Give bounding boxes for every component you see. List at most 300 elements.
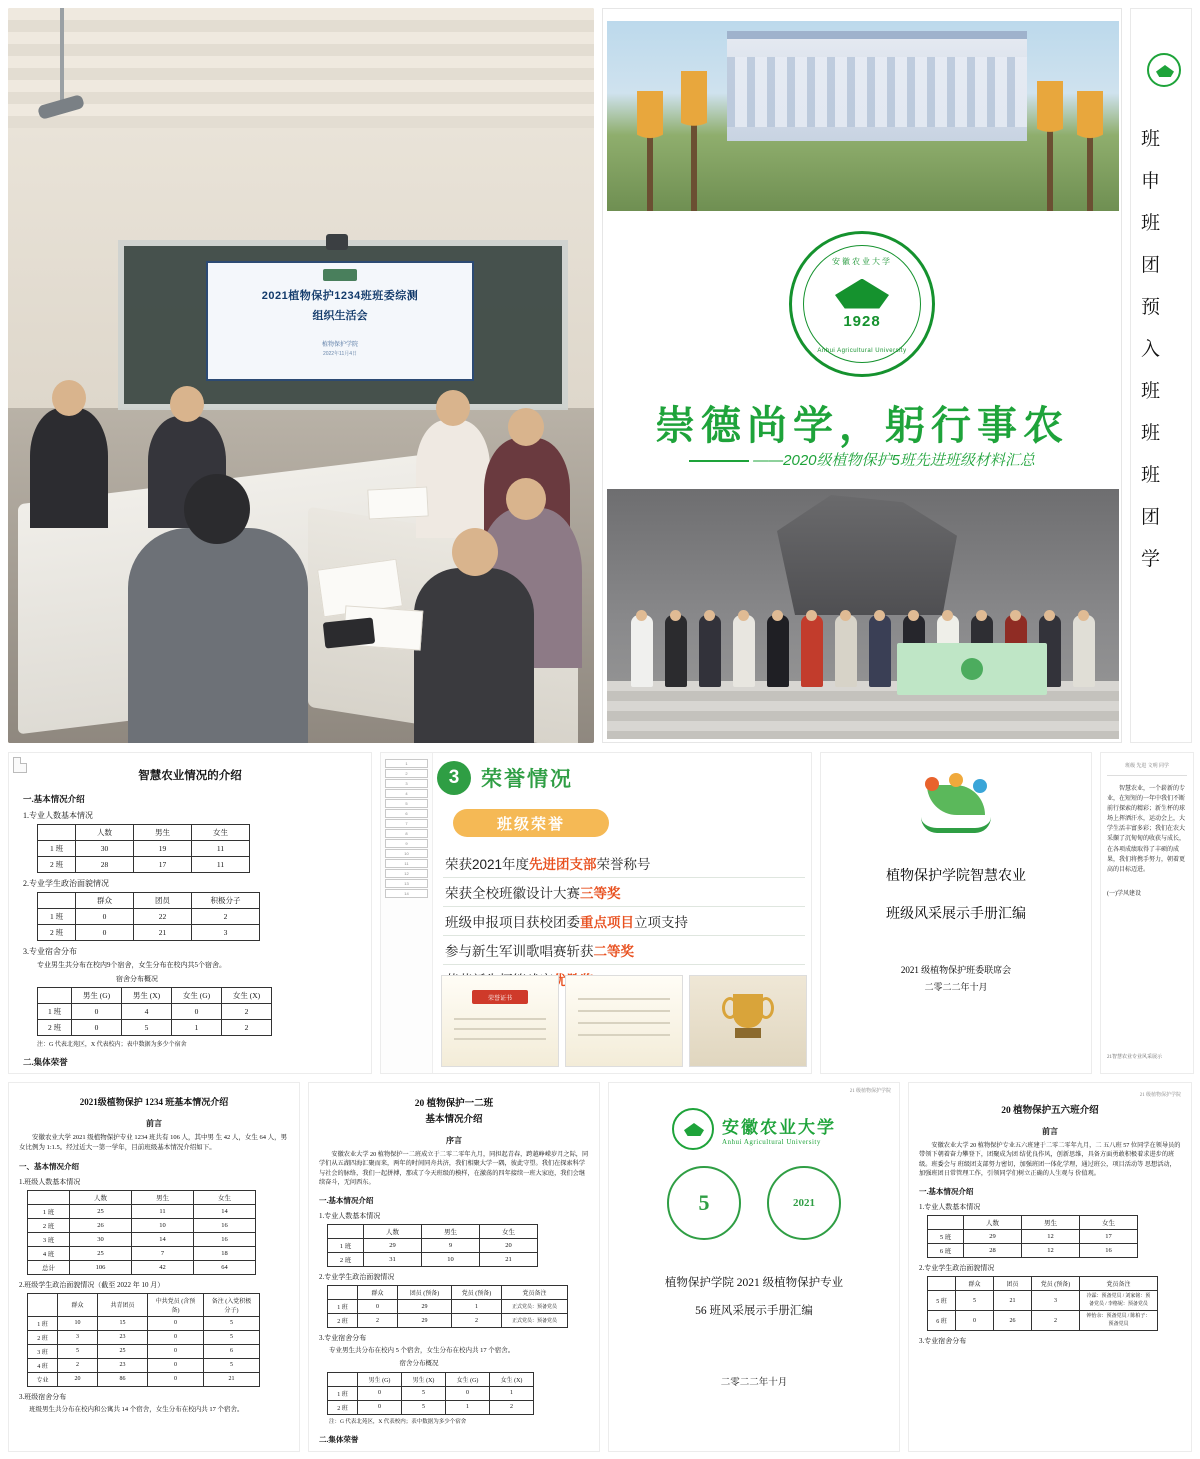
subsection-heading: 3.班级宿舍分布 xyxy=(19,1392,67,1401)
cell: 0 xyxy=(72,1020,122,1036)
slide-thumbnail[interactable]: 13 xyxy=(385,879,428,888)
cell: 31 xyxy=(364,1253,422,1267)
col-head: 女生 (G) xyxy=(446,1372,490,1386)
cell: 5 xyxy=(402,1386,446,1400)
cell: 0 xyxy=(76,909,134,925)
cell: 21 xyxy=(204,1372,260,1386)
cell: 64 xyxy=(194,1260,256,1274)
cell: 28 xyxy=(76,857,134,873)
table-row xyxy=(28,1316,260,1330)
page-header: 班级 先进 文明 同学 xyxy=(1107,763,1187,776)
certificate-photo-1 xyxy=(441,975,559,1067)
trophy-photo xyxy=(689,975,807,1067)
student-head xyxy=(908,610,919,621)
cell: 12 xyxy=(1022,1244,1080,1258)
col-head: 群众 xyxy=(956,1277,994,1291)
dorm-note: 专业男生共分布在校内9个宿舍，女生分布在校内共5个宿舍。 xyxy=(37,961,226,969)
university-logo-icon xyxy=(323,269,357,281)
honor-pre: 荣获全校班徽设计大赛 xyxy=(445,886,580,901)
cell: 4 班 xyxy=(28,1358,58,1372)
cell: 5 xyxy=(956,1291,994,1311)
seal-cn-text: 安徽农业大学 xyxy=(832,257,892,266)
table-row xyxy=(328,1400,534,1414)
table-political-status xyxy=(37,892,260,941)
cell: 106 xyxy=(70,1260,132,1274)
col-head: 男生 xyxy=(132,1190,194,1204)
table-row xyxy=(928,1230,1138,1244)
attendee-head xyxy=(184,474,250,544)
cell: 16 xyxy=(194,1218,256,1232)
honor-item xyxy=(443,878,805,907)
slide-thumbnail[interactable]: 10 xyxy=(385,849,428,858)
col-head: 女生 (G) xyxy=(172,988,222,1004)
attendee-head xyxy=(436,390,470,426)
cover-handbook-smart-agri xyxy=(820,752,1092,1074)
section-number-badge: 3 xyxy=(437,761,471,795)
table-header-row xyxy=(328,1286,568,1300)
honor-emphasis: 先进团支部 xyxy=(529,857,597,872)
page-title-line1: 20 植物保护一二班 xyxy=(414,1099,494,1109)
cover-subtitle xyxy=(603,449,1121,470)
sliver-line: 班 xyxy=(1141,129,1161,150)
table-header-row xyxy=(38,988,272,1004)
honor-photo-row xyxy=(441,975,807,1067)
cover-motto: 崇德尚学，躬行事农 xyxy=(655,403,1069,448)
cell: 23 xyxy=(98,1358,148,1372)
class-badges xyxy=(609,1166,899,1240)
cell: 10 xyxy=(132,1218,194,1232)
cell: 专业 xyxy=(28,1372,58,1386)
cell: 正式党员：预备党员 xyxy=(502,1300,568,1314)
attendee-foreground xyxy=(128,528,308,743)
table-student-counts xyxy=(37,824,250,873)
projector-slide xyxy=(206,261,474,381)
cell: 1 班 xyxy=(328,1239,364,1253)
col-head: 党员备注 xyxy=(502,1286,568,1300)
student xyxy=(869,615,891,687)
cell: 2 xyxy=(192,909,260,925)
sliver-line: 申 xyxy=(1141,171,1161,192)
slide-thumbnail[interactable]: 8 xyxy=(385,829,428,838)
handbook-line2: 班级风采展示手册汇编 xyxy=(886,907,1026,922)
cell: 0 xyxy=(148,1358,204,1372)
table-row xyxy=(28,1218,256,1232)
cell: 正式党员：预备党员 xyxy=(502,1314,568,1328)
cell: 30 xyxy=(76,841,134,857)
cell: 5 xyxy=(58,1344,98,1358)
cover-line2: 56 班风采展示手册汇编 xyxy=(695,1305,813,1317)
cell: 10 xyxy=(422,1253,480,1267)
cell: 1 班 xyxy=(28,1204,70,1218)
student-head xyxy=(738,610,749,621)
col-head: 团员 (预备) xyxy=(398,1286,452,1300)
table-political-status xyxy=(327,1285,568,1328)
subsection-heading: 2.班级学生政治面貌情况（截至 2022 年 10 月） xyxy=(19,1280,165,1289)
cell: 2 班 xyxy=(28,1330,58,1344)
table-row xyxy=(28,1232,256,1246)
student xyxy=(1073,615,1095,687)
campus-building xyxy=(727,31,1027,141)
preface-text: 安徽农业大学 2021 级植物保护专业 1234 班共有 106 人，其中男 生 42 人，女生 64 人，男女比例为 1:1.5。经过近大一第一学年，目前班级基本情况介绍如下。 xyxy=(19,1134,288,1151)
col-head xyxy=(38,825,76,841)
cell: 21 xyxy=(994,1291,1032,1311)
cell: 3 xyxy=(1032,1291,1080,1311)
table-row xyxy=(38,857,250,873)
table-row xyxy=(928,1244,1138,1258)
slide-thumbnail[interactable]: 2 xyxy=(385,769,428,778)
student xyxy=(733,615,755,687)
seal-year: 1928 xyxy=(843,312,881,330)
cell: 2 xyxy=(452,1314,502,1328)
slide-thumbnail[interactable]: 3 xyxy=(385,779,428,788)
cell: 26 xyxy=(70,1218,132,1232)
subsection-heading: 3.专业宿舍分布 xyxy=(23,947,77,956)
table-header-row xyxy=(38,893,260,909)
cell: 20 xyxy=(480,1239,538,1253)
campus-photo xyxy=(607,21,1119,211)
cell: 5 xyxy=(204,1316,260,1330)
cell: 1 xyxy=(452,1300,502,1314)
table-row xyxy=(38,909,260,925)
cover-handbook-class-56 xyxy=(608,1082,900,1452)
col-head: 共青团员 xyxy=(98,1293,148,1316)
trophy-base xyxy=(735,1028,761,1038)
table-row xyxy=(928,1311,1158,1331)
table-row xyxy=(38,1004,272,1020)
attendee-head xyxy=(508,408,544,446)
slide-date: 2022年11月4日 xyxy=(322,351,358,357)
document-right-text xyxy=(1100,752,1194,1074)
table-row xyxy=(38,841,250,857)
cell: 16 xyxy=(1080,1244,1138,1258)
badge-number: 5 xyxy=(698,1190,710,1215)
tree xyxy=(1037,81,1063,211)
slide-thumbnail[interactable]: 1 xyxy=(385,759,428,768)
preface-heading: 前言 xyxy=(1042,1127,1058,1136)
student-head xyxy=(874,610,885,621)
sliver-line: 班 xyxy=(1141,423,1161,444)
slide-thumbnail-strip[interactable] xyxy=(381,753,433,1073)
table-header-row xyxy=(38,825,250,841)
cell: 1 班 xyxy=(328,1386,358,1400)
cell: 0 xyxy=(446,1386,490,1400)
col-head: 人数 xyxy=(964,1216,1022,1230)
subsection-heading: 3.专业宿舍分布 xyxy=(919,1337,967,1346)
col-head: 男生 (G) xyxy=(358,1372,402,1386)
cell: 21 xyxy=(134,925,192,941)
col-head: 人数 xyxy=(76,825,134,841)
cell: 1 班 xyxy=(28,1316,58,1330)
dorm-note: 专业男生共分布在校内 5 个宿舍，女生分布在校内共 17 个宿舍。 xyxy=(329,1347,515,1355)
honor-emphasis: 三等奖 xyxy=(580,886,621,901)
cell: 29 xyxy=(964,1230,1022,1244)
cell: 25 xyxy=(70,1204,132,1218)
col-head: 女生 xyxy=(1080,1216,1138,1230)
table-row xyxy=(28,1204,256,1218)
col-head: 男生 xyxy=(134,825,192,841)
university-header xyxy=(609,1108,899,1150)
student xyxy=(835,615,857,687)
cover-subtitle-text: ——2020级植物保护5班先进班级材料汇总 xyxy=(753,452,1035,469)
certificate-photo-2 xyxy=(565,975,683,1067)
handbook-date: 二零二二年十月 xyxy=(924,982,988,992)
table-header-row xyxy=(928,1277,1158,1291)
cell: 冷霖：预备党员 / 刘家铭：预备党员 / 李格妮：预备党员 xyxy=(1080,1291,1158,1311)
tree xyxy=(1077,91,1103,211)
cell: 2 xyxy=(222,1004,272,1020)
col-head xyxy=(38,893,76,909)
col-head: 男生 (X) xyxy=(402,1372,446,1386)
university-name-en: Anhui Agricultural University xyxy=(722,1137,821,1146)
cell: 2 班 xyxy=(38,925,76,941)
trophy-icon xyxy=(733,994,763,1028)
col-head: 男生 (G) xyxy=(72,988,122,1004)
cell: 21 xyxy=(480,1253,538,1267)
university-seal xyxy=(789,231,935,377)
student-head xyxy=(1044,610,1055,621)
university-logo-icon xyxy=(1147,53,1181,87)
col-head xyxy=(28,1293,58,1316)
honor-pre: 班级申报项目获校团委 xyxy=(445,915,580,930)
cell: 20 xyxy=(58,1372,98,1386)
honor-list xyxy=(443,849,805,993)
table-row xyxy=(928,1291,1158,1311)
cell: 5 xyxy=(122,1020,172,1036)
subsection-heading: 1.专业人数基本情况 xyxy=(319,1212,381,1221)
slide-org: 植物保护学院 xyxy=(321,342,358,348)
document-sliver-right xyxy=(1130,8,1192,743)
student-head xyxy=(1078,610,1089,621)
table-dorm-distribution xyxy=(37,987,272,1036)
cell: 2 xyxy=(58,1358,98,1372)
slide-thumbnail[interactable]: 9 xyxy=(385,839,428,848)
col-head: 中共党员 (含预备) xyxy=(148,1293,204,1316)
table-row xyxy=(28,1246,256,1260)
attendee-head xyxy=(506,478,546,520)
page-title: 智慧农业情况的介绍 xyxy=(138,770,242,782)
table-political-status xyxy=(27,1293,260,1387)
cell: 0 xyxy=(148,1372,204,1386)
col-head: 积极分子 xyxy=(192,893,260,909)
table-row xyxy=(28,1358,260,1372)
cell: 1 xyxy=(490,1386,534,1400)
cell: 1 班 xyxy=(38,1004,72,1020)
cell: 2 班 xyxy=(328,1400,358,1414)
cell: 2 班 xyxy=(28,1218,70,1232)
col-head xyxy=(38,988,72,1004)
badge-number: 2021 xyxy=(793,1197,815,1209)
cell: 30 xyxy=(70,1232,132,1246)
cell: 0 xyxy=(76,925,134,941)
legend-note: 注：G 代表北苑区，X 代表校内；表中数据为多少个宿舍 xyxy=(37,1042,187,1048)
cell: 5 班 xyxy=(928,1230,964,1244)
cell: 29 xyxy=(398,1300,452,1314)
preface-text: 安徽农业大学 20 植物保护专业五六班建于二零二零年九月，二 五八班 57 位同学在领导员的带领下朝着奋力攀登下，团聚成为团 结优良作风，创新思维，具备方面勇敢积极着求进步的班级。班委会与 班级团支部努力密切，加强班团一体化学理，通过班公，项目活动等 思想活动，加强班团日常管理工作，引领同学们树立正确的人生观与 价值观。 xyxy=(919,1142,1181,1177)
rule-line xyxy=(689,460,749,462)
table-row xyxy=(328,1239,538,1253)
page-title: 20 植物保护五六班介绍 xyxy=(1001,1106,1099,1116)
page-title: 2021级植物保护 1234 班基本情况介绍 xyxy=(79,1097,229,1107)
sliver-text-column xyxy=(1141,119,1185,581)
slide-title-line2: 组织生活会 xyxy=(312,310,368,322)
slide-thumbnail[interactable]: 6 xyxy=(385,809,428,818)
col-head: 女生 xyxy=(192,825,250,841)
cell: 5 xyxy=(204,1358,260,1372)
cell: 2 班 xyxy=(328,1314,358,1328)
cover-slide-green xyxy=(602,8,1122,743)
col-head xyxy=(328,1372,358,1386)
certificate-title: 荣誉证书 xyxy=(472,990,528,1004)
student xyxy=(801,615,823,687)
cell: 29 xyxy=(398,1314,452,1328)
table-header-row xyxy=(28,1293,260,1316)
col-head: 党员 (预备) xyxy=(1032,1277,1080,1291)
table-row xyxy=(328,1253,538,1267)
university-seal-icon xyxy=(672,1108,714,1150)
slide-thumbnail[interactable]: 14 xyxy=(385,889,428,898)
honor-emphasis: 重点项目 xyxy=(580,915,634,930)
student xyxy=(699,615,721,687)
handbook-line3: 2021 级植物保护班委联席会 xyxy=(900,965,1012,975)
smartphone xyxy=(323,617,375,648)
section-heading: 二.集体荣誉 xyxy=(23,1057,68,1067)
cover-line1: 植物保护学院 2021 级植物保护专业 xyxy=(664,1277,844,1289)
sliver-line: 班 xyxy=(1141,213,1161,234)
university-name xyxy=(722,1113,836,1146)
cell: 1 班 xyxy=(38,909,76,925)
table-header-row xyxy=(28,1190,256,1204)
page-title-line2: 基本情况介绍 xyxy=(425,1115,483,1125)
attendee-head xyxy=(170,386,204,422)
subsection-heading: 2.专业学生政治面貌情况 xyxy=(319,1273,395,1282)
student-head xyxy=(840,610,851,621)
cell: 0 xyxy=(956,1311,994,1331)
subsection-heading: 2.专业学生政治面貌情况 xyxy=(23,879,109,888)
sliver-line: 预 xyxy=(1141,297,1161,318)
cell: 2 班 xyxy=(38,1020,72,1036)
col-head: 女生 (X) xyxy=(490,1372,534,1386)
cell: 6 xyxy=(204,1344,260,1358)
ceiling xyxy=(8,8,594,128)
table-row xyxy=(328,1314,568,1328)
col-head xyxy=(328,1286,358,1300)
cell: 18 xyxy=(194,1246,256,1260)
cell: 28 xyxy=(964,1244,1022,1258)
cell: 42 xyxy=(132,1260,194,1274)
cell: 6 班 xyxy=(928,1244,964,1258)
col-head: 人数 xyxy=(70,1190,132,1204)
student xyxy=(631,615,653,687)
camera-icon xyxy=(326,234,348,250)
table-row xyxy=(328,1300,568,1314)
slide-thumbnail[interactable]: 12 xyxy=(385,869,428,878)
cell: 17 xyxy=(1080,1230,1138,1244)
section-heading: 一、基本情况介绍 xyxy=(19,1161,79,1171)
col-head xyxy=(928,1277,956,1291)
cell: 2 班 xyxy=(328,1253,364,1267)
table-row xyxy=(38,1020,272,1036)
table-header-row xyxy=(928,1216,1138,1230)
slide-thumbnail[interactable]: 7 xyxy=(385,819,428,828)
table-row xyxy=(28,1330,260,1344)
cell: 1 班 xyxy=(38,841,76,857)
cell: 6 班 xyxy=(928,1311,956,1331)
cell: 7 xyxy=(132,1246,194,1260)
slide-thumbnail[interactable]: 5 xyxy=(385,799,428,808)
col-head: 团员 xyxy=(134,893,192,909)
sliver-line: 团 xyxy=(1141,507,1161,528)
table-caption: 宿舍分布概况 xyxy=(399,1359,439,1367)
document-class-56 xyxy=(908,1082,1192,1452)
cell: 0 xyxy=(358,1400,402,1414)
student xyxy=(767,615,789,687)
university-name-cn: 安徽农业大学 xyxy=(722,1117,836,1137)
honor-pre: 荣获2021年度 xyxy=(445,857,530,872)
student-head xyxy=(976,610,987,621)
cell: 10 xyxy=(58,1316,98,1330)
cell: 14 xyxy=(132,1232,194,1246)
cell: 1 xyxy=(446,1400,490,1414)
cell: 3 班 xyxy=(28,1232,70,1246)
preface-heading: 前言 xyxy=(146,1119,162,1128)
classroom-meeting-photo xyxy=(8,8,594,743)
slide-thumbnail[interactable]: 11 xyxy=(385,859,428,868)
student-head xyxy=(636,610,647,621)
handbook-line1: 植物保护学院智慧农业 xyxy=(886,869,1026,884)
tree xyxy=(637,91,663,211)
dorm-note: 班级男生共分布在校内和公寓共 14 个宿舍，女生分布在校内共 17 个宿舍。 xyxy=(29,1405,244,1413)
col-head: 群众 xyxy=(358,1286,398,1300)
cell: 2 xyxy=(222,1020,272,1036)
slide-thumbnail[interactable]: 4 xyxy=(385,789,428,798)
cell: 0 xyxy=(172,1004,222,1020)
col-head: 群众 xyxy=(58,1293,98,1316)
table-dorm-distribution xyxy=(327,1372,534,1415)
col-head: 党员 (预备) xyxy=(452,1286,502,1300)
preface-text: 安徽农业大学 20 植物保护一二班成立于二零二零年九月，同担起青春，跨越峥嵘岁月之际，同学们从五湖四海汇聚而来，两年的时间同舟共济，我们相聚大学一隅，彼此守望。我们在探索科学与社会的脉络，我们一起拼搏，那成了今天班级的模样，在激荡的四年接续一班大家庭，我们会继续奋斗，无问西东。 xyxy=(319,1151,589,1186)
tree xyxy=(681,71,707,211)
cell: 17 xyxy=(134,857,192,873)
student-head xyxy=(670,610,681,621)
table-political-status xyxy=(927,1276,1158,1331)
cell: 15 xyxy=(98,1316,148,1330)
cell: 5 xyxy=(204,1330,260,1344)
monument-sculpture xyxy=(777,495,957,615)
sliver-line: 入 xyxy=(1141,339,1161,360)
cell: 16 xyxy=(194,1232,256,1246)
cell: 2 xyxy=(1032,1311,1080,1331)
document-smart-agriculture xyxy=(8,752,372,1074)
page-corner-icon xyxy=(13,757,27,773)
col-head: 男生 xyxy=(1022,1216,1080,1230)
cell: 0 xyxy=(72,1004,122,1020)
student-head xyxy=(1010,610,1021,621)
cell: 26 xyxy=(994,1311,1032,1331)
table-header-row xyxy=(328,1372,534,1386)
cell: 1 班 xyxy=(328,1300,358,1314)
col-head: 团员 xyxy=(994,1277,1032,1291)
cell: 25 xyxy=(70,1246,132,1260)
class-badge-2021 xyxy=(767,1166,841,1240)
page-footer: 21智慧农业专业风采展示 xyxy=(1107,1054,1163,1060)
cell: 29 xyxy=(364,1239,422,1253)
cell: 11 xyxy=(132,1204,194,1218)
attendee xyxy=(416,420,490,538)
banner-logo-icon xyxy=(961,658,983,680)
cell: 1 xyxy=(172,1020,222,1036)
cell: 12 xyxy=(1022,1230,1080,1244)
student xyxy=(665,615,687,687)
